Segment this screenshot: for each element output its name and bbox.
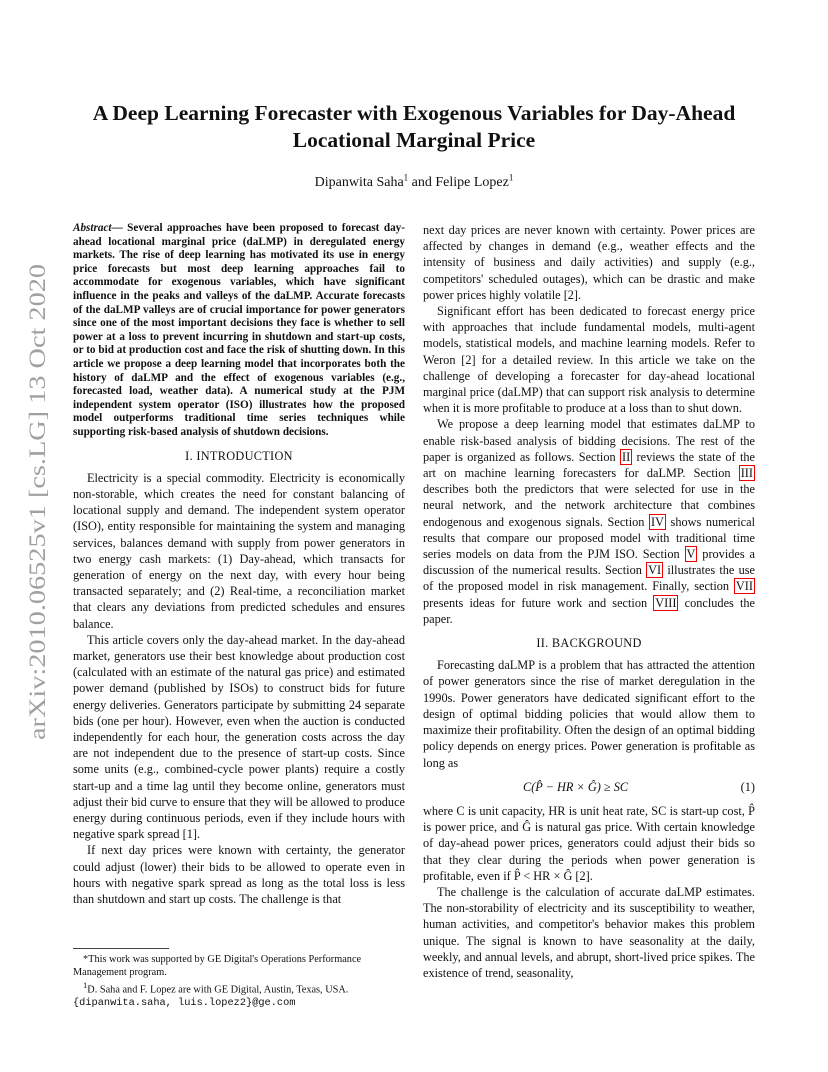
right-paragraph-3 <box>423 416 755 627</box>
paper-title <box>60 100 768 154</box>
text-run: concludes the paper. <box>423 595 755 626</box>
equation-body: C(P̂ − HR × Ĝ) ≥ SC <box>523 779 629 794</box>
section-1-heading: I. INTRODUCTION <box>185 448 293 463</box>
right-column <box>423 222 755 981</box>
section-link-iv[interactable]: IV <box>651 514 664 529</box>
section-link-iii[interactable]: III <box>740 466 753 481</box>
footnote-affil-text: D. Saha and F. Lopez are with GE Digital, Austin, Texas, USA. <box>87 984 349 996</box>
background-paragraph-3: The challenge is the calculation of accurate daLMP estimates. The non-storability of electricity and its susceptibility to weather, human activities, and competitor's behavior makes this problem unique. The signal is known to have seasonality at the daily, weekly, and annual levels, and abrupt, short-lived price spikes. The existence of trend, seasonality, <box>423 884 755 980</box>
right-paragraph-1: next day prices are never known with certainty. Power prices are affected by changes in demand (e.g., weather effects and the intensity of business and daily activities) and supply (e.g., competitors' scheduled outages), which can be drastic and make power prices highly volatile [2]. <box>423 223 755 302</box>
footnote-email: {dipanwita.saha, luis.lopez2}@ge.com <box>73 997 296 1010</box>
intro-paragraph-3: If next day prices were known with certainty, the generator could adjust (lower) their bids to be allowed to operate even in hours with negative spark spread as long as the total loss is less than shutdown and start up costs. The challenge is that <box>73 843 405 906</box>
footnote-funding: *This work was supported by GE Digital's Operations Performance Management program. <box>73 954 362 978</box>
author-2-affil: 1 <box>508 172 514 183</box>
intro-paragraph-2: This article covers only the day-ahead market. In the day-ahead market, generators use their best knowledge about production cost (calculated with an estimate of the natural gas price) and estimated power demand (published by ISOs) to construct bids for future energy deliveries. Generators participate by submitting 24 separate bids (one per hour). However, even when the auction is conducted independently for each hour, the generation costs across the day are not independent due to the presence of start-up costs. Since some units (e.g., combined-cycle power plants) require a costly start-up and a time lag until they become online, generators must adjust their bid curve to ensure that they will be allowed to produce energy during continuous periods, even if they include hours with negative spark spread [1]. <box>73 632 405 842</box>
footnotes <box>73 948 405 1010</box>
arxiv-stamp-text: arXiv:2010.06525v1 [cs.LG] 13 Oct 2020 <box>25 352 50 740</box>
section-link-viii[interactable]: VIII <box>655 595 677 610</box>
arxiv-stamp <box>12 260 58 740</box>
abstract-label: Abstract <box>73 222 112 234</box>
author-and: and <box>411 175 432 190</box>
background-paragraph-1: Forecasting daLMP is a problem that has attracted the attention of power generators since the rise of market deregulation in the 1990s. Power generators have dedicated significant effort to the design of optimal bidding policies that would allow them to maximize their profitability. Often the design of an optimal bidding policy depends on energy prices. Power generation is profitable as long as <box>423 658 755 770</box>
section-link-v[interactable]: V <box>686 547 696 562</box>
text-run: describes both the predictors that were selected for use in the neural network, and the network architecture that combines endogenous and exogenous signals. Section <box>423 482 755 529</box>
title-line-1: A Deep Learning Forecaster with Exogenous Variables for Day-Ahead <box>92 101 736 125</box>
left-column <box>73 222 405 907</box>
abstract-text: — Several approaches have been proposed to forecast day-ahead locational marginal price (daLMP) in deregulated energy markets. The rise of deep learning has motivated its use in energy price forecasts but most deep learning approaches fail to accommodate for exogenous variables, which have significant influence in the peaks and valleys of the daLMP. Accurate forecasts of the daLMP valleys are of crucial importance for power generators since one of the most important decisions they face is whether to sell power at a loss to prevent incurring in shutdown and start-up costs, or to bid at production cost and face the risk of shutting down. In this article we propose a deep learning model that incorporates both the history of daLMP and the effect of exogenous variables (e.g., forecasted load, weather data). A numerical study at the PJM independent system operator (ISO) illustrates how the proposed model outperforms traditional time series techniques while supporting risk-based analysis of shutdown decisions. <box>73 222 405 438</box>
right-paragraph-2: Significant effort has been dedicated to forecast energy price with approaches that include fundamental models, multi-agent models, statistical models, and machine learning models. Refer to Weron [2] for a detailed review. In this article we take on the challenge of developing a forecaster for day-ahead locational marginal price (daLMP) that can support risk analysis to determine when it is more profitable to produce at a loss than to shut down. <box>423 304 755 416</box>
equation-number: (1) <box>740 779 755 794</box>
equation-1 <box>423 779 755 795</box>
background-paragraph-2: where C is unit capacity, HR is unit heat rate, SC is start-up cost, P̂ is power price, and Ĝ is natural gas price. With certain knowledge of day-ahead power prices, generators could adjust their bids so that they clear during the periods when power generation is profitable, even if P̂ < HR × Ĝ [2]. <box>423 803 755 883</box>
abstract <box>73 222 405 440</box>
text-run: provides a discussion of the numerical results. Section <box>423 547 755 578</box>
footnote-rule <box>73 948 169 949</box>
section-link-ii[interactable]: II <box>621 449 631 464</box>
author-list <box>60 172 768 191</box>
author-1-affil: 1 <box>403 172 409 183</box>
author-2: Felipe Lopez <box>435 175 509 190</box>
text-run: shows numerical results that compare our proposed model with traditional time series models on data from the PJM ISO. Section <box>423 514 756 562</box>
footnote-affil-mark: 1 <box>83 980 88 991</box>
intro-paragraph-1: Electricity is a special commodity. Electricity is economically non-storable, which creates the need for constant balancing of locational supply and demand. The independent system operator (ISO), entity responsible for maintaining the system and managing services, balances demand with supply from power generators in two energy cash markets: (1) Day-ahead, which transacts for generation of energy on the next day, with every hour being transacted separately; and (2) Real-time, a reconciliation market that clears any deviations from predicted schedules and ensures balance. <box>73 470 405 631</box>
title-line-2: Locational Marginal Price <box>292 128 536 152</box>
text-run: illustrates the use of the proposed model in risk management. Finally, section <box>423 563 756 594</box>
section-link-vi[interactable]: VI <box>648 563 662 578</box>
section-2-heading: II. BACKGROUND <box>536 636 642 651</box>
text-run: presents ideas for future work and section <box>423 595 654 610</box>
footnote-affiliation <box>73 979 405 997</box>
text-run: reviews the state of the art on machine learning forecasters for daLMP. Section <box>423 449 755 481</box>
text-run: We propose a deep learning model that estimates daLMP to enable risk-based analysis of bidding decisions. The rest of the paper is organized as follows. Section <box>423 417 755 464</box>
section-link-vii[interactable]: VII <box>735 579 753 594</box>
author-1: Dipanwita Saha <box>314 175 404 190</box>
